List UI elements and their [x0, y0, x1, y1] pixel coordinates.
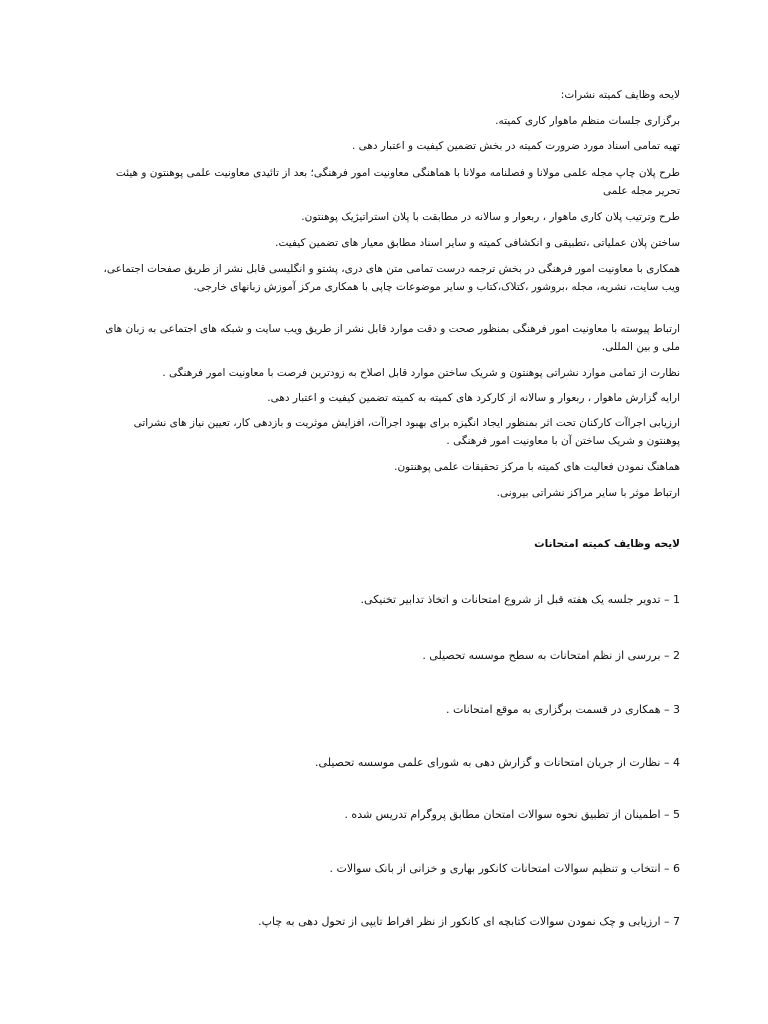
publications-duty-3: طرح پلان چاپ مجله علمی مولانا و فصلنامه مولانا با هماهنگی معاونیت امور فرهنگی؛ بعد از تائیدی معاونیت علمی پوهنتون و هیئت تحریر مجله علمی	[115, 167, 680, 197]
exams-duty-4: 4 – نظارت از جریان امتحانات و گزارش دهی به شورای علمی موسسه تحصیلی.	[315, 756, 680, 769]
publications-duty-6: همکاری با معاونیت امور فرهنگی در بخش ترجمه درست تمامی متن های دری، پشتو و انگلیسی قابل نشر از طریق صفحات اجتماعی، ویب سایت، نشریه، مجله ،بروشور ،کتلاک،کتاب و سایر موضوعات چاپی با همکاری مرکز آموزش زبانهای خارجی.	[103, 263, 680, 293]
publications-duty-5: ساختن پلان عملیاتی ،تطبیقی و انکشافی کمیته و سایر اسناد مطابق معیار های تضمین کیفیت.	[275, 237, 680, 249]
publications-duty-11: هماهنگ نمودن فعالیت های کمیته با مرکز تحقیقات علمی پوهنتون.	[394, 461, 680, 473]
publications-duty-4: طرح وترتیب پلان کاری ماهوار ، ربعوار و سالانه در مطابقت با پلان استراتیژیک پوهنتون.	[301, 211, 680, 223]
committee-publications-title: لایحه وظایف کمیته نشرات:	[560, 89, 680, 101]
exams-duty-5: 5 – اطمینان از تطبیق نحوه سوالات امتحان مطابق پروگرام تدریس شده .	[344, 808, 680, 821]
exams-duty-3: 3 – همکاری در قسمت برگزاری به موقع امتحانات .	[446, 703, 680, 716]
publications-duty-9: ارایه گزارش ماهوار ، ربعوار و سالانه از کارکرد های کمیته به کمیته تضمین کیفیت و اعتبار دهی.	[267, 392, 680, 404]
exams-duty-6: 6 – انتخاب و تنظیم سوالات امتحانات کانکور بهاری و خزانی از بانک سوالات .	[329, 862, 680, 875]
exams-duty-1: 1 – تدویر جلسه یک هفته قبل از شروع امتحانات و اتخاذ تدابیر تخنیکی.	[360, 593, 680, 606]
committee-exams-title: لایحه وظایف کمیته امتحانات	[534, 538, 680, 550]
publications-duty-10: ارزیابی اجراآت کارکنان تحت اثر بمنظور ایجاد انگیزه برای بهبود اجراآت، افزایش موثریت و بازدهی کار، تعیین نیاز های نشراتی پوهنتون و شریک ساختن آن با معاونیت امور فرهنگی .	[133, 417, 680, 447]
publications-duty-1: برگزاری جلسات منظم ماهوار کاری کمیته.	[495, 115, 680, 127]
publications-duty-8: نظارت از تمامی موارد نشراتی پوهنتون و شریک ساختن موارد قابل اصلاح به زودترین فرصت با معاونیت امور فرهنگی .	[162, 367, 680, 379]
publications-duty-7: ارتباط پیوسته با معاونیت امور فرهنگی بمنظور صحت و دقت موارد قابل نشر از طریق ویب سایت و شبکه های اجتماعی به زبان های ملی و بین المللی.	[105, 323, 680, 353]
exams-duty-2: 2 – بررسی از نظم امتحانات به سطح موسسه تحصیلی .	[422, 649, 680, 662]
publications-duty-12: ارتباط موثر با سایر مراکز نشراتی بیرونی.	[496, 487, 680, 499]
exams-duty-7: 7 – ارزیابی و چک نمودن سوالات کتابچه ای کانکور از نظر افراط تایپی از تحول دهی به چاپ.	[258, 915, 680, 928]
publications-duty-2: تهیه تمامی اسناد مورد ضرورت کمیته در بخش تضمین کیفیت و اعتبار دهی .	[351, 140, 680, 152]
